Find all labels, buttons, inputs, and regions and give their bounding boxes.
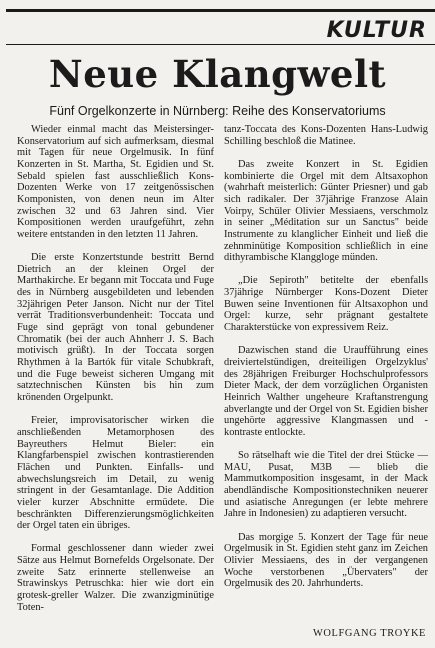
section-top-rule	[6, 9, 435, 12]
paragraph: Freier, improvisatorischer wirken die anschließenden Metamorphosen des Bayreuthers Helmut Bieler: ein Klangfarbenspiel zwischen kontrastierenden Flächen und Punkten. Einfalls- und abwechslungsreich im Detail, zu wenig stringent in der Gesamtanlage. Die Addition vieler kurzer Abschnitte ermüdete. Die beschränkten Differenzierungsmöglichkeiten der Orgel taten ein übriges.	[17, 415, 214, 532]
section-kicker: KULTUR	[326, 18, 427, 43]
article-subheadline: Fünf Orgelkonzerte in Nürnberg: Reihe des Konservatoriums	[49, 104, 386, 118]
article-column-right	[224, 124, 428, 590]
paragraph: Formal geschlossener dann wieder zwei Sätze aus Helmut Bornefelds Orgelsonate. Der zweite Satz erinnerte stellenweise an Strawinskys Petruschka: hier wie dort ein grotesk-greller Walzer. Die zwanzigminütige Toten-	[17, 543, 214, 613]
author-byline: WOLFGANG TROYKE	[313, 628, 426, 639]
section-bottom-rule	[6, 44, 435, 45]
paragraph: Die erste Konzertstunde bestritt Bernd Dietrich an der kleinen Orgel der Marthakirche. Er begann mit Toccata und Fuge des in Nürnberg ausgebildeten und lebenden 32jährigen Peter Janson. Nicht nur der Titel verrät Traditionsverbundenheit: Toccata und Fuge sind geprägt von tonal gebundener Chromatik (bei der auch Ahnherr J. S. Bach motivisch grüßt). In der Toccata sorgen Rhythmen à la Bartók für vitale Schubkraft, und die Fuge beweist sicheren Umgang mit satztechnischen Künsten bis hin zum krönenden Orgelpunkt.	[17, 252, 214, 404]
paragraph: Wieder einmal macht das Meistersinger-Konservatorium auf sich aufmerksam, diesmal mit Tagen für neue Orgelmusik. In fünf Konzerten in St. Martha, St. Egidien und St. Sebald spielen fast ausschließlich Kons-Dozenten Werke von 17 zeitgenössischen Komponisten, von denen neun im Alter zwischen 32 und 63 Jahren sind. Vier Kompositionen werden uraufgeführt, zehn weitere entstanden in den letzten 11 Jahren.	[17, 124, 214, 240]
paragraph: Dazwischen stand die Uraufführung eines dreiviertelstündigen, dreiteiligen Orgelzyklus' des 28jährigen Freiburger Hochschulprofessors Dieter Mack, der dem vorzüglichen Organisten Heinrich Walther ungeheure Kraftanstrengung abverlangte und der Orgel von St. Egidien bisher ungehörte aggressive Klangmassen und -kontraste entlockte.	[224, 345, 428, 438]
paragraph: So rätselhaft wie die Titel der drei Stücke — MAU, Pusat, M3B — blieb die Mammutkomposition insgesamt, in der Mack abendländische Kompositionstechniken neuerer und asiatische Anregungen (er lebte mehrere Jahre in Indonesien) zu adaptieren versucht.	[224, 450, 428, 520]
article-headline: Neue Klangwelt	[48, 52, 387, 96]
article-column-left	[17, 124, 214, 613]
paragraph: Das morgige 5. Konzert der Tage für neue Orgelmusik in St. Egidien steht ganz im Zeichen Olivier Messiaens, des in der vergangenen Woche verstorbenen „Übervaters" der Orgelmusik des 20. Jahrhunderts.	[224, 531, 428, 590]
paragraph: Das zweite Konzert in St. Egidien kombinierte die Orgel mit dem Altsaxophon (wahrhaft meisterlich: Günter Priesner) und gab sich radikaler. Der 37jährige Franzose Alain Voirpy, Schüler Olivier Messiaens, verschmolz in seiner „Méditation sur un Sanctus" beide Instrumente zu klanglicher Einheit und ließ die zehnminütige Komposition schließlich in eine dithyrambische Klanggloge münden.	[224, 158, 428, 264]
paragraph: tanz-Toccata des Kons-Dozenten Hans-Ludwig Schilling beschloß die Matinee.	[224, 124, 428, 147]
paragraph: „Die Sepiroth" betitelte der ebenfalls 37jährige Nürnberger Kons-Dozent Dieter Buwen seine Inventionen für Altsaxophon und Orgel: kurze, sehr prägnant gestaltete Charakterstücke von expressivem Reiz.	[224, 275, 428, 334]
